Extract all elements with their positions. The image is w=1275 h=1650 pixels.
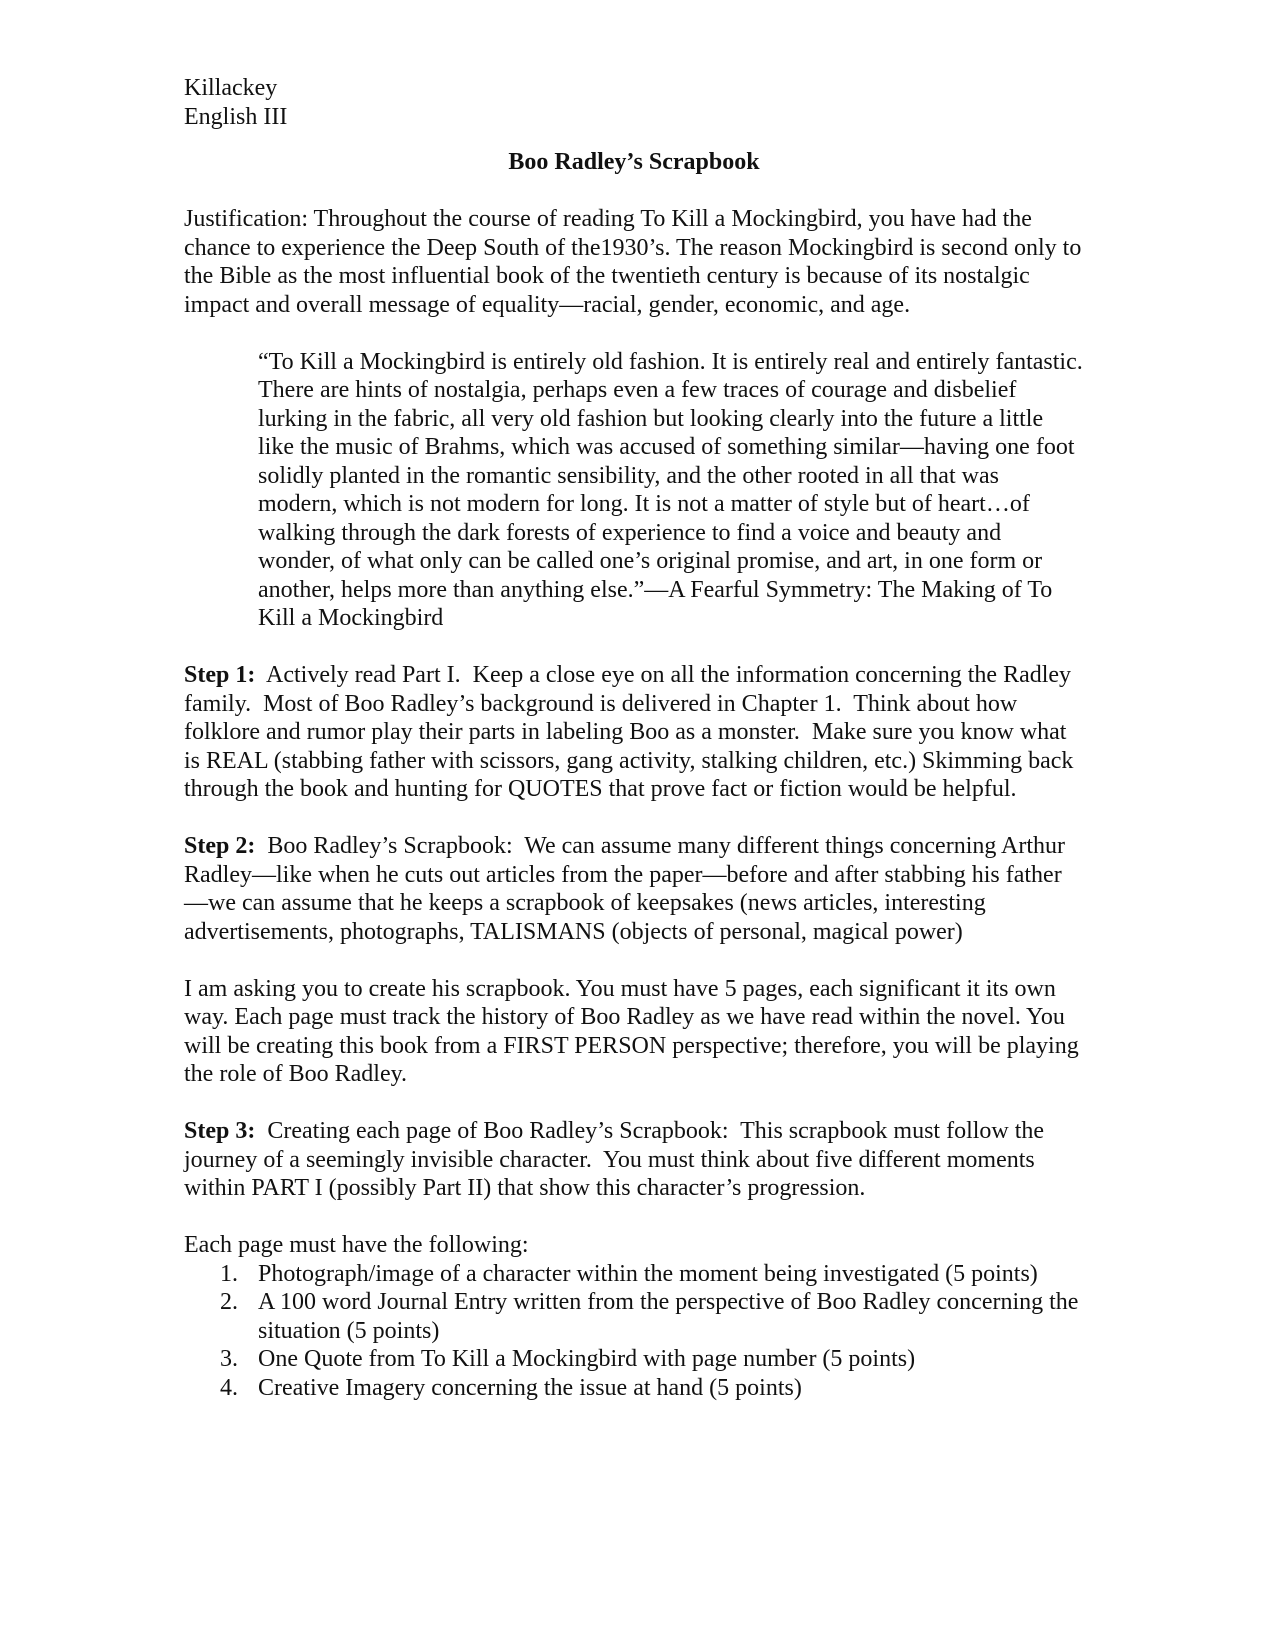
list-item-number: 4. (220, 1374, 238, 1401)
list-item-number: 2. (220, 1289, 238, 1315)
step-3-paragraph (184, 1117, 1084, 1203)
course-name: English III (184, 103, 288, 130)
list-item (220, 1374, 1084, 1403)
document-page (184, 74, 1084, 1402)
list-item (220, 1345, 1084, 1374)
list-item (220, 1288, 1084, 1345)
list-item-text: One Quote from To Kill a Mockingbird with page number (5 points) (258, 1346, 916, 1372)
requirements-intro: Each page must have the following: (184, 1232, 529, 1258)
block-quote: “To Kill a Mockingbird is entirely old fashion. It is entirely real and entirely fantastic. There are hints of nostalgia, perhaps even a few traces of courage and disbelief lurking in the fabric, all very old fashion but looking clearly into the future a little like the music of Brahms, which was accused of something similar—having one foot solidly planted in the romantic sensibility, and the other rooted in all that was modern, which is not modern for long. It is not a matter of style but of heart…of walking through the dark forests of experience to find a voice and beauty and wonder, of what only can be called one’s original promise, and art, in one form or another, helps more than anything else.”—A Fearful Symmetry: The Making of To Kill a Mockingbird (258, 348, 1083, 631)
document-title: Boo Radley’s Scrapbook (508, 149, 760, 175)
assignment-paragraph: I am asking you to create his scrapbook. You must have 5 pages, each significant it its own way. Each page must track the history of Boo Radley as we have read within the novel. You will be creating this book from a FIRST PERSON perspective; therefore, you will be playing the role of Boo Radley. (184, 975, 1079, 1087)
step-1-paragraph (184, 661, 1084, 804)
step-3-label: Step 3: (184, 1118, 256, 1144)
step-3-text: Creating each page of Boo Radley’s Scrapbook: This scrapbook must follow the journey of a seemingly invisible character. You must think about five different moments within PART I (possibly Part II) that show this character’s progression. (184, 1118, 1051, 1201)
requirements-list (184, 1260, 1084, 1403)
step-1-text: Actively read Part I. Keep a close eye on all the information concerning the Radley family. Most of Boo Radley’s background is delivered in Chapter 1. Think about how folklore and rumor play their parts in labeling Boo as a monster. Make sure you know what is REAL (stabbing father with scissors, gang activity, stalking children, etc.) Skimming back through the book and hunting for QUOTES that prove fact or fiction would be helpful. (184, 662, 1080, 802)
list-item-text: Photograph/image of a character within the moment being investigated (5 points) (258, 1260, 1038, 1287)
step-1-label: Step 1: (184, 662, 256, 688)
step-2-paragraph (184, 832, 1084, 946)
justification-paragraph: Justification: Throughout the course of reading To Kill a Mockingbird, you have had the chance to experience the Deep South of the1930’s. The reason Mockingbird is second only to the Bible as the most influential book of the twentieth century is because of its nostalgic impact and overall message of equality—racial, gender, economic, and age. (184, 206, 1082, 318)
list-item-number: 3. (220, 1346, 238, 1372)
list-item (220, 1260, 1084, 1289)
list-item-text: A 100 word Journal Entry written from the perspective of Boo Radley concerning the situation (5 points) (258, 1289, 1079, 1344)
list-item-number: 1. (220, 1260, 238, 1287)
step-2-text: Boo Radley’s Scrapbook: We can assume many different things concerning Arthur Radley—like when he cuts out articles from the paper—before and after stabbing his father—we can assume that he keeps a scrapbook of keepsakes (news articles, interesting advertisements, photographs, TALISMANS (objects of personal, magical power) (184, 833, 1072, 945)
author-name: Killackey (184, 75, 278, 101)
step-2-label: Step 2: (184, 833, 256, 859)
list-item-text: Creative Imagery concerning the issue at hand (5 points) (258, 1374, 802, 1401)
